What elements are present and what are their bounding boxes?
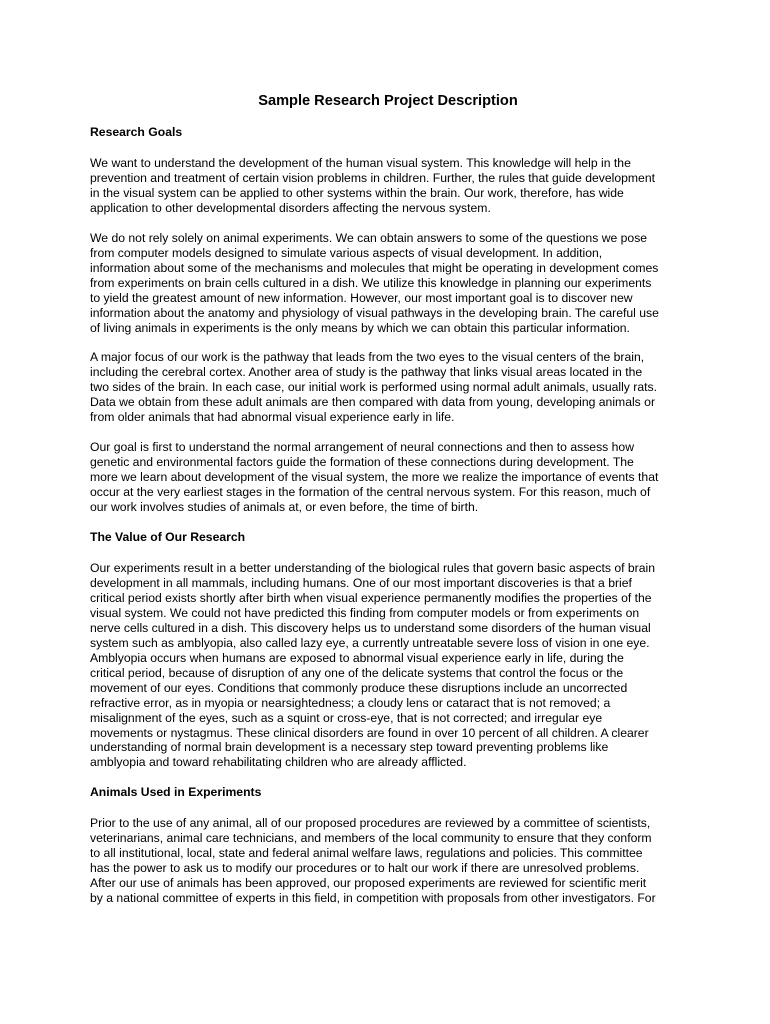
text-line: movements or nystagmus. These clinical disorders are found in over 10 percent of all children. A clearer xyxy=(90,725,649,740)
text-line: has the power to ask us to modify our procedures or to halt our work if there are unresolved problems. xyxy=(90,861,640,876)
text-line: to all institutional, local, state and federal animal welfare laws, regulations and policies. This committee xyxy=(90,846,643,861)
document-page xyxy=(90,92,684,921)
text-line: by a national committee of experts in this field, in competition with proposals from other investigators. For xyxy=(90,891,656,906)
text-line: from computer models designed to simulate various aspects of visual development. In addition, xyxy=(90,245,603,260)
paragraph xyxy=(90,156,684,216)
text-line: refractive error, as in myopia or nearsightedness; a cloudy lens or cataract that is not removed; a xyxy=(90,695,611,710)
text-line: occur at the very earliest stages in the formation of the central nervous system. For this reason, much of xyxy=(90,485,651,500)
text-line: two sides of the brain. In each case, our initial work is performed using normal adult animals, usually rats. xyxy=(90,380,657,395)
section-value-of-research xyxy=(90,530,684,770)
text-line: critical period exists shortly after birth when visual experience permanently modifies the properties of the xyxy=(90,590,652,605)
section-animals-used xyxy=(90,785,684,906)
section-heading: The Value of Our Research xyxy=(90,530,246,545)
text-line: nerve cells cultured in a dish. This discovery helps us to understand some disorders of the human visual xyxy=(90,620,651,635)
text-line: of living animals in experiments is the only means by which we can obtain this particular information. xyxy=(90,320,630,335)
text-line: Amblyopia occurs when humans are exposed to abnormal visual experience early in life, during the xyxy=(90,650,624,665)
text-line: A major focus of our work is the pathway that leads from the two eyes to the visual centers of the brain, xyxy=(90,350,645,365)
text-line: understanding of normal brain development is a necessary step toward preventing problems like xyxy=(90,740,609,755)
text-line: Prior to the use of any animal, all of our proposed procedures are reviewed by a committee of scientists, xyxy=(90,816,651,831)
section-heading: Animals Used in Experiments xyxy=(90,785,262,800)
text-line: from older animals that had abnormal visual experience early in life. xyxy=(90,410,455,425)
text-line: visual system. We could not have predicted this finding from computer models or from experiments on xyxy=(90,605,640,620)
section-research-goals xyxy=(90,125,684,515)
text-line: development in all mammals, including humans. One of our most important discoveries is that a brief xyxy=(90,575,632,590)
text-line: Our goal is first to understand the normal arrangement of neural connections and then to assess how xyxy=(90,440,635,455)
text-line: misalignment of the eyes, such as a squint or cross-eye, that is not corrected; and irregular eye xyxy=(90,710,603,725)
text-line: Data we obtain from these adult animals are then compared with data from young, developing animals or xyxy=(90,395,655,410)
paragraph xyxy=(90,350,684,425)
text-line: amblyopia and toward rehabilitating children who are already afflicted. xyxy=(90,755,467,770)
text-line: movement of our eyes. Conditions that commonly produce these disruptions include an uncorrected xyxy=(90,680,628,695)
text-line: in the visual system can be applied to other systems within the brain. Our work, therefore, has wide xyxy=(90,185,624,200)
text-line: critical period, because of disruption of any one of the delicate systems that control the focus or the xyxy=(90,665,624,680)
text-line: veterinarians, animal care technicians, and members of the local community to ensure that they conform xyxy=(90,831,652,846)
text-line: system such as amblyopia, also called lazy eye, a currently untreatable severe loss of vision in one eye. xyxy=(90,635,650,650)
paragraph xyxy=(90,440,684,515)
text-line: application to other developmental disorders affecting the nervous system. xyxy=(90,200,491,215)
section-heading: Research Goals xyxy=(90,125,183,139)
paragraph xyxy=(90,816,684,906)
text-line: We want to understand the development of the human visual system. This knowledge will help in the xyxy=(90,156,631,170)
text-line: our work involves studies of animals at, or even before, the time of birth. xyxy=(90,500,479,515)
text-line: We do not rely solely on animal experiments. We can obtain answers to some of the questions we pose xyxy=(90,230,648,245)
text-line: including the cerebral cortex. Another area of study is the pathway that links visual areas located in the xyxy=(90,365,643,380)
text-line: genetic and environmental factors guide the formation of these connections during development. The xyxy=(90,455,634,470)
text-line: After our use of animals has been approved, our proposed experiments are reviewed for scientific merit xyxy=(90,876,647,891)
text-line: prevention and treatment of certain vision problems in children. Further, the rules that guide development xyxy=(90,170,656,185)
text-line: Our experiments result in a better understanding of the biological rules that govern basic aspects of brain xyxy=(90,561,656,576)
paragraph xyxy=(90,231,684,336)
document-title: Sample Research Project Description xyxy=(258,93,518,109)
text-line: to yield the greatest amount of new information. However, our most important goal is to discover new xyxy=(90,290,633,305)
paragraph xyxy=(90,561,684,770)
text-line: information about some of the mechanisms and molecules that might be operating in development comes xyxy=(90,260,659,275)
text-line: from experiments on brain cells cultured in a dish. We utilize this knowledge in planning our experiments xyxy=(90,275,652,290)
text-line: more we learn about development of the visual system, the more we realize the importance of events that xyxy=(90,470,659,485)
text-line: information about the anatomy and physiology of visual pathways in the developing brain. The careful use xyxy=(90,305,659,320)
